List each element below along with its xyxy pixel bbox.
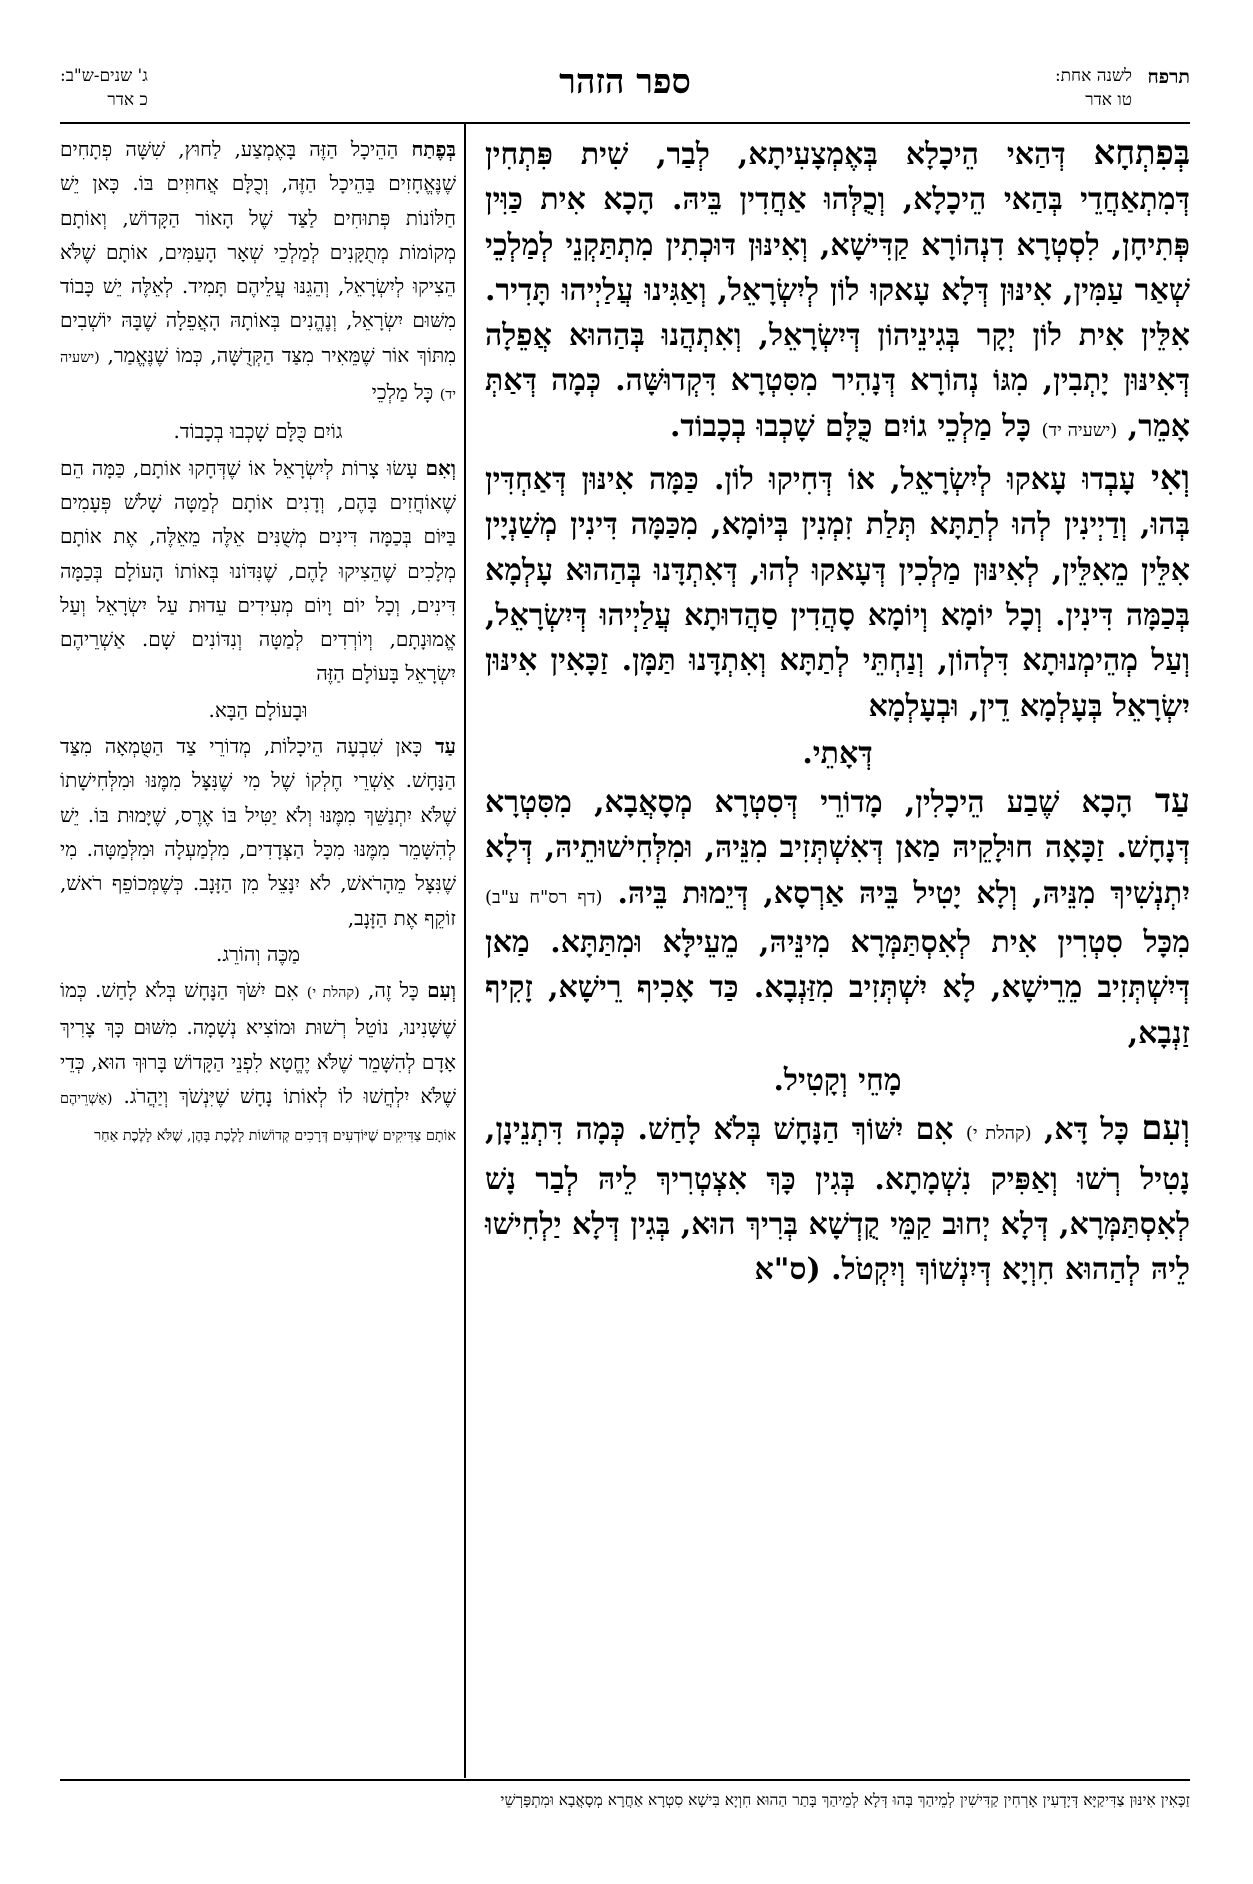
paragraph-text: הַהֵיכָל הַזֶּה בָּאֶמְצַע, לַחוּץ, שִׁשָּׁה פְתָחִים שֶׁנֶּאֱחָזִים בַּהֵיכָל הַזֶּה, וְכֻלָּם אֲחוּזִים בּוֹ. כָּאן יֵשׁ חַלּוֹנוֹת פְּתוּחִים לַצַּד שֶׁל הָאוֹר הַקָּדוֹשׁ, וְאוֹתָם מְקוֹמוֹת מְתֻקָּנִים לְמַלְכֵי שְׁאָר הָעַמִּים, אוֹתָם שֶׁלֹּא הֵצִיקוּ לְיִשְׂרָאֵל, וְהֵגֵנּוּ עֲלֵיהֶם תָּמִיד. לְאֵלֶּה יֵשׁ כָּבוֹד מִשּׁוּם יִשְׂרָאֵל, וְנֶהֱנִים בְּאוֹתָהּ הָאֲפֵלָה שֶׁבָּהּ יוֹשְׁבִים מִתּוֹךְ אוֹר שֶׁמֵּאִיר מִצַּד הַקְּדֻשָּׁה, כְּמוֹ שֶׁנֶּאֱמַר, — [60, 137, 456, 367]
opening-word: בְּפִתְחָא — [1093, 132, 1190, 172]
verse-reference: (קהלת י) — [306, 985, 360, 1002]
opening-word: בְּפֶתַח — [411, 137, 456, 161]
verse-reference: (ישעיה יד) — [60, 349, 456, 404]
commentary-paragraph — [60, 729, 456, 935]
paragraph-last-line: מַכֶּה וְהוֹרֵג. — [215, 941, 300, 966]
reading-schedule-three-years — [60, 64, 148, 112]
commentary-paragraph — [60, 132, 456, 412]
page-header — [60, 62, 1190, 118]
paragraph-text: אִם יִשּׁוֹךְ הַנָּחָשׁ בְּלֹא לָחַשׁ. כְּמָה דִּתְנֵינָן, נָטִיל רְשׁוּ וְאַפִּיק נִשְׁמָתָא. בְּגִין כָּךְ אִצְטְרִיךְ לֵיהּ לְבַר נָשׁ לְאִסְתַּמְּרָא, דְּלָא יְחוּב קַמֵּי קֻדְשָׁא בְּרִיךְ הוּא, בְּגִין דְּלָא יַלְחִישׁוּ לֵיהּ לְהַהוּא חִוְיָא דְּיִנְשׁוֹךְ וְיִקְטֹל. (ס"א — [485, 1112, 1190, 1288]
schedule-label: ג' שנים-ש"ב: — [60, 66, 148, 86]
paragraph-text: אִם יִשֹּׁךְ הַנָּחָשׁ בְּלֹא לָחַשׁ. כְּמוֹ שֶׁשָּׁנִינוּ, נוֹטֵל רְשׁוּת וּמוֹצִיא נְשָׁמָה. מִשּׁוּם כָּךְ צָרִיךְ אָדָם לְהִשָּׁמֵר שֶׁלֹּא יֶחֱטָא לִפְנֵי הַקָּדוֹשׁ בָּרוּךְ הוּא, כְּדֵי שֶׁלֹּא יִלְחֲשׁוּ לוֹ לְאוֹתוֹ נָחָשׁ שֶׁיִּנְשֹׁךְ וְיַהֲרֹג. — [60, 978, 456, 1109]
footer-divider — [60, 1779, 1190, 1781]
opening-word: וְעִם — [1141, 1107, 1190, 1148]
commentary-column — [60, 132, 456, 1156]
schedule-label: לשנה אחת: — [1054, 66, 1132, 86]
paragraph-text: עָשׂוּ צָרוֹת לְיִשְׂרָאֵל אוֹ שֶׁדְּחָקוּ אוֹתָם, כַּמָּה הֵם שֶׁאוֹחֲזִים בָּהֶם, וְדָנִים אוֹתָם לְמַטָּה שָׁלֹשׁ פְּעָמִים בַּיּוֹם בְּכַמָּה דִּינִים מְשֻׁנִּים אֵלֶּה מֵאֵלֶּה, אֶת אוֹתָם מְלָכִים שֶׁהֵצִיקוּ לָהֶם, שֶׁנִּדּוֹנוּ בְּאוֹתוֹ הָעוֹלָם בְּכַמָּה דִּינִים, וְכָל יוֹם וָיוֹם מְעִידִים עֵדוּת עַל יִשְׂרָאֵל וְעַל אֱמוּנָתָם, וְיוֹרְדִים לְמַטָּה וְנִדּוֹנִים שָׁם. אַשְׁרֵיהֶם יִשְׂרָאֵל בָּעוֹלָם הַזֶּה — [60, 455, 456, 686]
paragraph-text: מִכָּל סִטְרִין אִית לְאִסְתַּמְּרָא מִינֵּיהּ, מֵעֵילָּא וּמִתַּתָּא. מַאן דְּיִשְׁתְּזִיב מֵרֵישָׁא, לָא יִשְׁתְּזִיב מִזַּנְבָא. כַּד אָכִיף רֵישָׁא, זָקִיף זַנְבָא, — [485, 925, 1190, 1051]
opening-word: עַד — [1154, 780, 1190, 821]
commentary-paragraph — [60, 451, 456, 691]
paragraph-text: כָּל דָּא, — [1031, 1112, 1142, 1148]
paragraph-last-line: מָחֵי וְקָטִיל. — [773, 1062, 902, 1098]
paragraph-text: דְּהַאי הֵיכָלָא בְּאֶמְצָעִיתָא, לְבַר, שִׁית פִּתְחִין דְּמִתְאַחֲדֵי בְּהַאי הֵיכָלָא, וְכֻלְּהוּ אַחֲדִין בֵּיהּ. הָכָא אִית כַּוִּין פְּתִיחָן, לִסְטְרָא דִנְהוֹרָא קַדִּישָׁא, וְאִינּוּן דּוּכְתִין מִתְתַּקְנֵי לְמַלְכֵי שְׁאַר עַמִּין, אִינּוּן דְּלָא עָאקוּ לוֹן לְיִשְׂרָאֵל, וְאַגִּינוּ עֲלַיְיהוּ תָּדִיר. אִלֵּין אִית לוֹן יְקָר בְּגִינֵיהוֹן דְּיִשְׂרָאֵל, וְאִתְהֲנוּ בְּהַהוּא אֲפֵלָה דְּאִינּוּן יָתְבִין, מִגּוֹ נְהוֹרָא דְּנָהִיר מִסִּטְרָא דִּקְדוּשָּׁה. כְּמָה דְּאַתְּ אָמֵר, — [485, 137, 1190, 444]
paragraph-text: עָבְדוּ עָאקוּ לְיִשְׂרָאֵל, אוֹ דְּחִיקוּ לוֹן. כַּמָּה אִינּוּן דְּאַחְדִּין בְּהוּ, וְדַיְינִין לְהוּ לְתַתָּא תְּלַת זִמְנִין בְּיוֹמָא, מִכַּמָּה דִּינִין מְשַׁנְיָין אִלֵּין מֵאִלֵּין, לְאִינּוּן מַלְכִין דְּעָאקוּ לְהוּ, דְּאִתְדָּנוּ בְּהַהוּא עָלְמָא בְּכַמָּה דִּינִין. וְכָל יוֹמָא וְיוֹמָא סָהֲדִין סַהֲדוּתָא עֲלַיְיהוּ דְּיִשְׂרָאֵל, וְעַל מְהֵימְנוּתָא דִּלְהוֹן, וְנַחְתֵּי לְתַתָּא וְאִתְדָּנוּ תַּמָּן. זַכָּאִין אִינּוּן יִשְׂרָאֵל בְּעָלְמָא דֵין, וּבְעָלְמָא — [485, 462, 1190, 724]
paragraph-text: הָכָא שֶׁבַע הֵיכָלִין, מָדוֹרֵי דְּסִטְרָא מְסָאֲבָא, מִסִּטְרָא דְּנָחָשׁ. זַכָּאָה חוּלָקֵיהּ מַאן דְּאִשְׁתְּזִיב מִנֵּיהּ, וּמִלְּחִישׁוּתֵיהּ, דְּלָא יִתְנְשִׁיךְ מִנֵּיהּ, וְלָא יָטִיל בֵּיהּ אַרְסָא, דְּיֵמוּת בֵּיהּ. — [485, 785, 1190, 911]
header-divider — [60, 122, 1190, 124]
paragraph-text: כָּאן שִׁבְעָה הֵיכָלוֹת, מְדוֹרֵי צַד הַטֻּמְאָה מִצַּד הַנָּחָשׁ. אַשְׁרֵי חֶלְקוֹ שֶׁל מִי שֶׁנִּצָּל מִמֶּנּוּ וּמִלְּחִישָׁתוֹ שֶׁלֹּא יִתְנַשֵּׁךְ מִמֶּנּוּ וְלֹא יַטִּיל בּוֹ אֶרֶס, שֶׁיָּמוּת בּוֹ. יֵשׁ לְהִשָּׁמֵר מִמֶּנּוּ מִכָּל הַצְּדָדִים, מִלְמַעְלָה וּמִלְּמַטָּה. מִי שֶׁנִּצָּל מֵהָרֹאשׁ, לֹא יִנָּצֵל מִן הַזָּנָב. כְּשֶׁמְּכוֹפֵף רֹאשׁ, זוֹקֵף אֶת הַזָּנָב, — [60, 734, 456, 930]
main-paragraph — [485, 130, 1190, 453]
opening-word: וְעִם — [427, 978, 456, 1003]
schedule-date: כ אדר — [107, 90, 148, 110]
paragraph-text: כָּל זֶה, — [359, 978, 428, 1003]
book-title: ספר הזהר — [559, 62, 691, 102]
verse-reference: (ישעיה יד) — [1041, 419, 1118, 441]
page-reference: (דף רס"ח ע"ב) — [485, 886, 603, 908]
column-divider — [464, 124, 466, 1778]
main-text-column — [485, 130, 1190, 1294]
page-number: תרפח — [1147, 66, 1190, 88]
schedule-date: טו אדר — [1085, 90, 1132, 110]
paragraph-last-line: גוֹיִם כֻּלָּם שָׁכְבוּ בְכָבוֹד. — [173, 419, 343, 444]
footnote-line: זַכָּאִין אִינּוּן צַדִּיקַיָּא דְּיָדְעִין אָרְחִין קַדִּישִׁין לְמֵיהַךְ בְּהוּ דְּלָא לְמֵיהַךְ בָּתַר הַהוּא חִוְיָא בִּישָׁא סִטְרָא אַחֲרָא מְסָאֲבָא וּמִתְפָּרְשֵׁי — [500, 1791, 1190, 1809]
paragraph-text: כָּל מַלְכֵי — [371, 380, 440, 405]
opening-word: עַד — [435, 734, 456, 759]
inserted-note: (אַשְׁרֵיהֶם אוֹתָם צַדִּיקִים שֶׁיּוֹדְעִים דְּרָכִים קְדוֹשׁוֹת לָלֶכֶת בָּהֶן, שֶׁלֹּא לָלֶכֶת אַחַר — [60, 1091, 456, 1145]
commentary-paragraph — [60, 973, 456, 1153]
paragraph-text: כָּל מַלְכֵי גוֹיִם כֻּלָּם שָׁכְבוּ בְכָבוֹד. — [669, 408, 1042, 444]
paragraph-last-line: דְּאָתֵי. — [802, 735, 873, 771]
opening-word: וְאִם — [425, 455, 456, 480]
paragraph-last-line: וּבָעוֹלָם הַבָּא. — [208, 697, 308, 722]
main-paragraph — [485, 778, 1190, 1056]
main-paragraph — [485, 1105, 1190, 1292]
main-paragraph — [485, 455, 1190, 729]
opening-word: וְאִי — [1151, 457, 1190, 498]
verse-reference: (קהלת י) — [965, 1123, 1032, 1145]
